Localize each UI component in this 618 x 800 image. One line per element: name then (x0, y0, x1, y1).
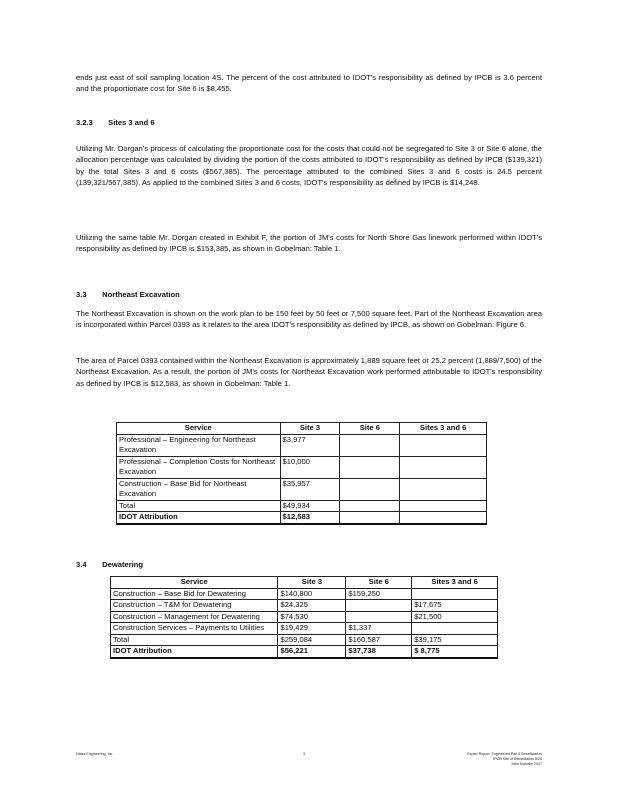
site-3-cell: $3,977 (280, 434, 340, 456)
site-6-cell (340, 478, 400, 500)
service-cell: IDOT Attribution (117, 512, 281, 524)
section-number: 3.2.3 (76, 118, 93, 127)
sites-3-6-cell (400, 512, 487, 524)
paragraph-parcel-0393: The area of Parcel 0393 contained within the Northeast Excavation is approximately 1,889 square feet or 25.2 percent (1,889/7,500) of the Northeast Excavation. As a result, the portion of JM's costs for Northeast Excavation work performed attributable to IDOT's responsibility as defined by IPCB is $12,583, as shown in Gobelman: Table 1. (76, 356, 542, 388)
table-row (117, 478, 487, 500)
site-3-cell: $56,221 (278, 646, 346, 658)
header-site-6: Site 6 (346, 577, 412, 589)
service-cell: Construction – Management for Dewatering (111, 611, 278, 623)
table-row (111, 588, 498, 600)
service-cell: Total (117, 500, 281, 512)
site-6-cell: $160,587 (346, 634, 412, 646)
service-cell: Construction Services – Payments to Utilities (111, 623, 278, 635)
header-service: Service (117, 423, 281, 435)
section-title: Sites 3 and 6 (108, 118, 155, 127)
footer-page-number: 3 (303, 752, 305, 756)
header-site-3: Site 3 (280, 423, 340, 435)
site-6-cell (346, 600, 412, 612)
footer-right-line-2: IPCB Site of Remediation 5/26 (493, 757, 542, 761)
sites-3-6-cell: $39,175 (412, 634, 498, 646)
footer-left: Hates Engineering, Inc. (76, 752, 114, 756)
header-site-3: Site 3 (278, 577, 346, 589)
footer-right-line-3: John Manville 2017 (511, 762, 542, 766)
site-6-cell: $37,738 (346, 646, 412, 658)
section-title: Dewatering (102, 560, 144, 569)
site-3-cell: $12,583 (280, 512, 340, 524)
footer-right-line-1: Expert Report: Engineered Part 6 Beneficiaries (467, 752, 542, 756)
header-service: Service (111, 577, 278, 589)
site-6-cell: $1,337 (346, 623, 412, 635)
total-row (111, 634, 498, 646)
service-cell: Construction – T&M for Dewatering (111, 600, 278, 612)
header-sites-3-and-6: Sites 3 and 6 (400, 423, 487, 435)
sites-3-6-cell: $21,500 (412, 611, 498, 623)
site-3-cell: $140,800 (278, 588, 346, 600)
service-cell: Construction – Base Bid for Northeast Excavation (117, 478, 281, 500)
site-3-cell: $10,000 (280, 456, 340, 478)
site-6-cell (340, 500, 400, 512)
site-3-cell: $19,429 (278, 623, 346, 635)
intro-paragraph: ends just east of soil sampling location 4S. The percent of the cost attributed to IDOT's responsibility as defined by IPCB is 3.6 percent and the proportionate cost for Site 6 is $8,455. (76, 73, 542, 94)
sites-3-6-cell (412, 623, 498, 635)
header-sites-3-and-6: Sites 3 and 6 (412, 577, 498, 589)
section-title: Northeast Excavation (102, 290, 180, 299)
idot-attribution-row (111, 646, 498, 658)
site-3-cell: $259,084 (278, 634, 346, 646)
table-row (117, 456, 487, 478)
table-row (111, 623, 498, 635)
site-6-cell (346, 611, 412, 623)
paragraph-north-shore-gas: Utilizing the same table Mr. Dorgan created in Exhibit F, the portion of JM's costs for North Shore Gas linework performed within IDOT's responsibility as defined by IPCB is $153,385, as shown in Gobelman: Table 1. (76, 233, 542, 254)
table-header-row (117, 423, 487, 435)
paragraph-northeast-excavation-area: The Northeast Excavation is shown on the work plan to be 150 feet by 50 feet or 7,500 square feet. Part of the Northeast Excavation area is incorporated within Parcel 0393 as it relates to the area IDOT's responsibility as defined by IPCB, as shown on Gobelman: Figure 6. (76, 309, 542, 330)
site-3-cell: $35,957 (280, 478, 340, 500)
northeast-excavation-table (116, 422, 487, 525)
dewatering-table (110, 576, 498, 659)
header-site-6: Site 6 (340, 423, 400, 435)
section-heading-3-4 (76, 560, 143, 569)
service-cell: Professional – Engineering for Northeast Excavation (117, 434, 281, 456)
sites-3-6-cell (400, 456, 487, 478)
site-6-cell: $159,250 (346, 588, 412, 600)
total-row (117, 500, 487, 512)
service-cell: Total (111, 634, 278, 646)
sites-3-6-cell (400, 434, 487, 456)
table-row (111, 600, 498, 612)
service-cell: Professional – Completion Costs for Northeast Excavation (117, 456, 281, 478)
service-cell: IDOT Attribution (111, 646, 278, 658)
sites-3-6-cell (412, 588, 498, 600)
sites-3-6-cell: $17,675 (412, 600, 498, 612)
table-row (111, 611, 498, 623)
site-6-cell (340, 512, 400, 524)
service-cell: Construction – Base Bid for Dewatering (111, 588, 278, 600)
site-3-cell: $74,530 (278, 611, 346, 623)
section-number: 3.4 (76, 560, 87, 569)
footer-right (430, 752, 542, 767)
site-6-cell (340, 456, 400, 478)
sites-3-6-cell: $ 8,775 (412, 646, 498, 658)
site-3-cell: $49,934 (280, 500, 340, 512)
table-header-row (111, 577, 498, 589)
sites-3-6-cell (400, 500, 487, 512)
section-heading-3-3 (76, 290, 180, 299)
section-number: 3.3 (76, 290, 87, 299)
sites-3-6-cell (400, 478, 487, 500)
site-6-cell (340, 434, 400, 456)
section-heading-3-2-3 (76, 118, 155, 127)
paragraph-sites-3-6: Utilizing Mr. Dorgan's process of calculating the proportionate cost for the costs that could not be segregated to Site 3 or Site 6 alone, the allocation percentage was calculated by dividing the portion of the costs attributed to IDOT's responsibility as defined by IPCB ($139,321) by the total Sites 3 and 6 costs ($567,385). The percentage attributed to the combined Sites 3 and 6 costs is 24.5 percent (139,321/567,385). As applied to the combined Sites 3 and 6 costs, IDOT's responsibility as defined by IPCB is $14,248. (76, 144, 542, 188)
idot-attribution-row (117, 512, 487, 524)
table-row (117, 434, 487, 456)
site-3-cell: $24,325 (278, 600, 346, 612)
